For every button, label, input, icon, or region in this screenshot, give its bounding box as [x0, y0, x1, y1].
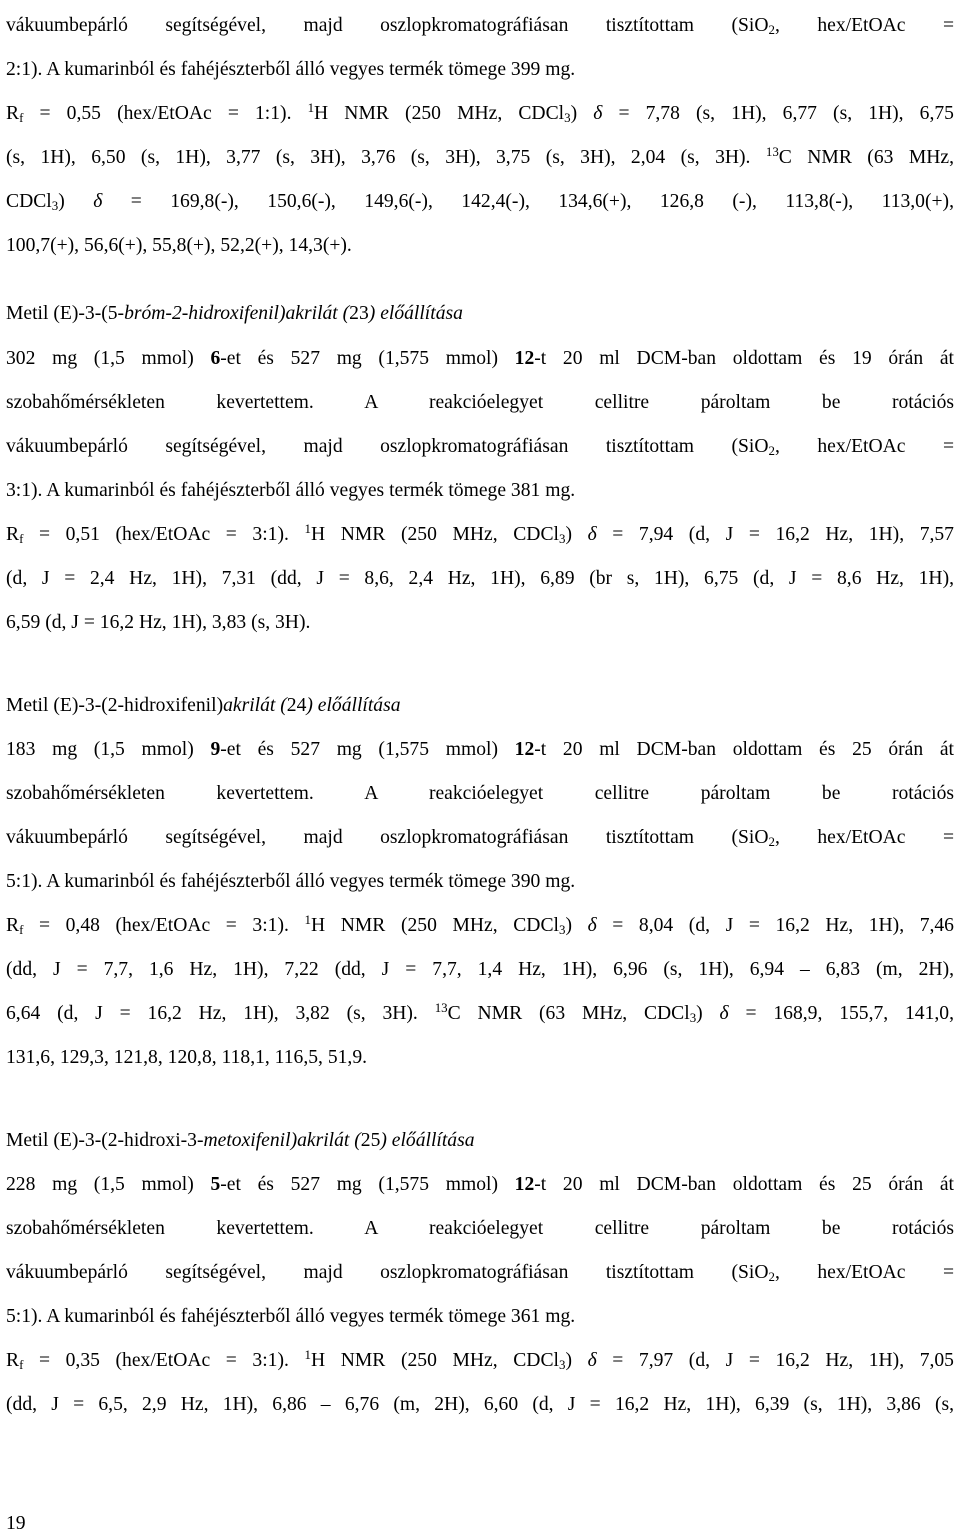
text-run: 100,7(+), 56,6(+), 55,8(+), 52,2(+), 14,3(+). — [6, 235, 352, 256]
text-run: δ — [719, 1003, 729, 1024]
text-line — [6, 565, 954, 595]
text-run: szobahőmérsékleten kevertettem. A reakcióelegyet cellitre pároltam be rotációs — [6, 1218, 954, 1239]
superscript: 1 — [307, 99, 315, 115]
text-line — [6, 345, 954, 375]
subscript: 2 — [768, 834, 775, 850]
text-run: = 7,97 (d, J = 16,2 Hz, 1H), 7,05 — [596, 1350, 954, 1371]
text-run: ) — [565, 1350, 588, 1371]
text-run: R — [6, 103, 20, 124]
text-line — [6, 609, 954, 639]
text-run: szobahőmérsékleten kevertettem. A reakcióelegyet cellitre pároltam be rotációs — [6, 783, 954, 804]
text-line — [6, 1171, 954, 1201]
superscript: 1 — [304, 911, 311, 927]
text-run: -t 20 ml DCM-ban oldottam és 25 órán át — [534, 1174, 954, 1195]
text-run: 5:1). A kumarinból és fahéjészterből álló vegyes termék tömege 361 mg. — [6, 1306, 576, 1327]
section-heading — [6, 300, 463, 328]
superscript: 1 — [304, 1346, 311, 1362]
text-line — [6, 1391, 954, 1421]
text-run: ) — [565, 915, 588, 936]
text-run: H NMR (250 MHz, CDCl — [310, 1350, 559, 1371]
text-line — [6, 868, 954, 898]
text-run: 12 — [514, 739, 535, 760]
text-run: H NMR (250 MHz, CDCl — [310, 524, 559, 545]
text-run: ) — [570, 103, 594, 124]
text-run: 183 mg (1,5 mmol) — [6, 739, 211, 760]
text-run: vákuumbepárló segítségével, majd oszlopkromatográfiásan tisztítottam (SiO — [6, 827, 769, 848]
text-run: = 0,51 (hex/EtOAc = 3:1). — [23, 524, 305, 545]
text-run: vákuumbepárló segítségével, majd oszlopkromatográfiásan tisztítottam (SiO — [6, 436, 769, 457]
text-run: = 7,94 (d, J = 16,2 Hz, 1H), 7,57 — [596, 524, 954, 545]
superscript: 13 — [434, 999, 448, 1015]
text-line — [6, 1347, 954, 1377]
text-run: -et és 527 mg (1,575 mmol) — [220, 739, 515, 760]
text-run: 228 mg (1,5 mmol) — [6, 1174, 211, 1195]
text-run: szobahőmérsékleten kevertettem. A reakcióelegyet cellitre pároltam be rotációs — [6, 392, 954, 413]
text-run: = 0,55 (hex/EtOAc = 1:1). — [23, 103, 308, 124]
text-run: ) — [565, 524, 588, 545]
text-line — [6, 736, 954, 766]
text-run: 25 — [360, 1130, 381, 1151]
text-run: (dd, J = 7,7, 1,6 Hz, 1H), 7,22 (dd, J = 7,7, 1,4 Hz, 1H), 6,96 (s, 1H), 6,94 – 6,83 (m, 2H), — [6, 959, 954, 980]
subscript: 2 — [768, 443, 775, 459]
text-run: = 0,35 (hex/EtOAc = 3:1). — [23, 1350, 305, 1371]
subscript: f — [19, 1357, 24, 1373]
text-run: = 8,04 (d, J = 16,2 Hz, 1H), 7,46 — [596, 915, 954, 936]
subscript: 3 — [558, 531, 566, 547]
subscript: 2 — [768, 22, 775, 38]
text-run: 5:1). A kumarinból és fahéjészterből álló vegyes termék tömege 390 mg. — [6, 871, 576, 892]
text-line — [6, 1259, 954, 1289]
subscript: 3 — [558, 1357, 566, 1373]
text-run: Metil (E)-3-(2-hidroxi-3- — [6, 1130, 204, 1151]
text-run: ) — [696, 1003, 720, 1024]
text-line — [6, 521, 954, 551]
text-run: -t 20 ml DCM-ban oldottam és 19 órán át — [534, 348, 954, 369]
text-run: -et és 527 mg (1,575 mmol) — [220, 348, 515, 369]
subscript: f — [19, 531, 24, 547]
text-line — [6, 1000, 954, 1030]
text-run: Metil (E)-3-(5- — [6, 303, 125, 324]
text-run: ) előállítása — [368, 303, 463, 324]
superscript: 1 — [304, 520, 311, 536]
subscript: 3 — [51, 198, 59, 214]
text-run: ) előállítása — [380, 1130, 475, 1151]
text-line — [6, 389, 954, 419]
text-run: , hex/EtOAc = — [774, 436, 955, 457]
text-line — [6, 232, 954, 262]
text-run: metoxifenil)akrilát ( — [203, 1130, 361, 1151]
superscript: 13 — [765, 143, 779, 159]
section-heading — [6, 692, 401, 720]
text-run: = 168,9, 155,7, 141,0, — [728, 1003, 954, 1024]
text-run: vákuumbepárló segítségével, majd oszlopkromatográfiásan tisztítottam (SiO — [6, 15, 769, 36]
text-run: δ — [93, 191, 103, 212]
subscript: f — [19, 922, 24, 938]
text-line — [6, 12, 954, 42]
text-run: 9 — [210, 739, 221, 760]
text-run: (dd, J = 6,5, 2,9 Hz, 1H), 6,86 – 6,76 (m, 2H), 6,60 (d, J = 16,2 Hz, 1H), 6,39 (s, 1H), 3,86 (s, — [6, 1394, 954, 1415]
text-run: 5 — [210, 1174, 221, 1195]
text-run: 3:1). A kumarinból és fahéjészterből álló vegyes termék tömege 381 mg. — [6, 480, 576, 501]
text-run: δ — [587, 915, 597, 936]
text-run: akrilát ( — [223, 695, 287, 716]
text-line — [6, 56, 954, 86]
text-line — [6, 956, 954, 986]
text-line — [6, 188, 954, 218]
text-line — [6, 144, 954, 174]
text-run: 2:1). A kumarinból és fahéjészterből álló vegyes termék tömege 399 mg. — [6, 59, 576, 80]
text-run: = 169,8(-), 150,6(-), 149,6(-), 142,4(-), 134,6(+), 126,8 (-), 113,8(-), 113,0(+), — [102, 191, 954, 212]
text-line — [6, 433, 954, 463]
subscript: f — [19, 110, 24, 126]
text-run: δ — [587, 524, 597, 545]
text-run: R — [6, 1350, 20, 1371]
text-run: C NMR (63 MHz, — [778, 147, 954, 168]
text-line — [6, 100, 954, 130]
text-run: vákuumbepárló segítségével, majd oszlopkromatográfiásan tisztítottam (SiO — [6, 1262, 769, 1283]
text-run: 131,6, 129,3, 121,8, 120,8, 118,1, 116,5, 51,9. — [6, 1047, 368, 1068]
text-run: -t 20 ml DCM-ban oldottam és 25 órán át — [534, 739, 954, 760]
text-run: 6,64 (d, J = 16,2 Hz, 1H), 3,82 (s, 3H). — [6, 1003, 435, 1024]
subscript: 2 — [768, 1269, 775, 1285]
text-run: 12 — [514, 348, 535, 369]
text-run: , hex/EtOAc = — [774, 15, 955, 36]
text-run: = 7,78 (s, 1H), 6,77 (s, 1H), 6,75 — [602, 103, 954, 124]
text-run: ) előállítása — [306, 695, 401, 716]
text-run: δ — [587, 1350, 597, 1371]
text-line — [6, 477, 954, 507]
text-run: 6 — [210, 348, 221, 369]
text-run: , hex/EtOAc = — [774, 827, 955, 848]
text-run: 24 — [286, 695, 307, 716]
section-heading — [6, 1127, 475, 1155]
subscript: 3 — [558, 922, 566, 938]
text-run: C NMR (63 MHz, CDCl — [447, 1003, 690, 1024]
subscript: 3 — [564, 110, 571, 126]
text-run: H NMR (250 MHz, CDCl — [314, 103, 565, 124]
text-run: = 0,48 (hex/EtOAc = 3:1). — [23, 915, 305, 936]
text-line — [6, 1044, 954, 1074]
text-line — [6, 780, 954, 810]
text-run: (d, J = 2,4 Hz, 1H), 7,31 (dd, J = 8,6, 2,4 Hz, 1H), 6,89 (br s, 1H), 6,75 (d, J = 8,6 Hz, 1H), — [6, 568, 954, 589]
text-run: -et és 527 mg (1,575 mmol) — [220, 1174, 515, 1195]
text-line — [6, 1303, 954, 1333]
text-run: (s, 1H), 6,50 (s, 1H), 3,77 (s, 3H), 3,76 (s, 3H), 3,75 (s, 3H), 2,04 (s, 3H). — [6, 147, 766, 168]
text-run: , hex/EtOAc = — [774, 1262, 955, 1283]
text-run: bróm-2-hidroxifenil)akrilát ( — [124, 303, 350, 324]
text-run: H NMR (250 MHz, CDCl — [310, 915, 559, 936]
text-run: R — [6, 915, 20, 936]
text-line — [6, 824, 954, 854]
text-run: R — [6, 524, 20, 545]
text-run: ) — [58, 191, 94, 212]
page-number: 19 — [6, 1513, 26, 1534]
text-run: 12 — [514, 1174, 535, 1195]
subscript: 3 — [689, 1010, 697, 1026]
text-run: CDCl — [6, 191, 52, 212]
text-run: Metil (E)-3-(2-hidroxifenil) — [6, 695, 224, 716]
text-line — [6, 912, 954, 942]
text-line — [6, 1215, 954, 1245]
text-run: 302 mg (1,5 mmol) — [6, 348, 211, 369]
text-run: 23 — [349, 303, 369, 324]
text-run: 6,59 (d, J = 16,2 Hz, 1H), 3,83 (s, 3H). — [6, 612, 311, 633]
text-run: δ — [593, 103, 603, 124]
